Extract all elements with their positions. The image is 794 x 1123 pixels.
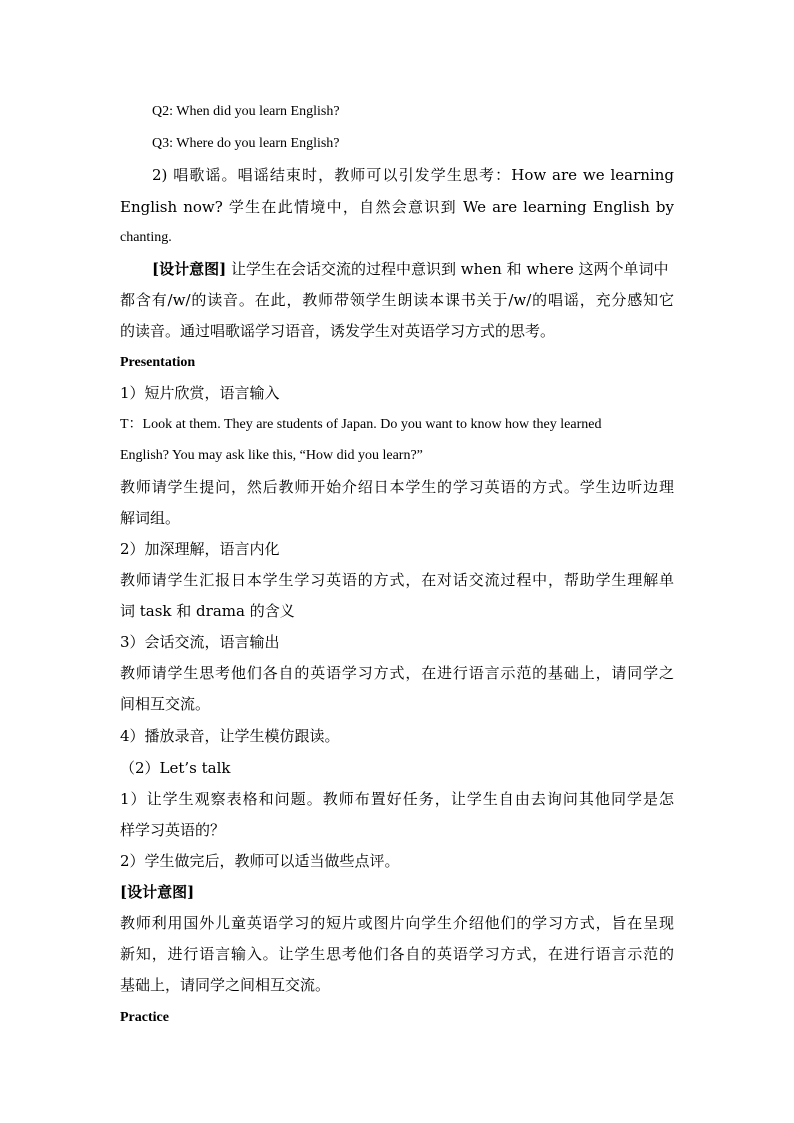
design-intent-1-line-2: 都含有/w/的读音。在此，教师带领学生朗读本课书关于/w/的唱谣，充分感知它 <box>120 291 674 309</box>
design-intent-text: 让学生在会话交流的过程中意识到 when 和 where 这两个单词中 <box>226 260 669 278</box>
lets-talk-step-1-line-1: 1）让学生观察表格和问题。教师布置好任务，让学生自由去询问其他同学是怎 <box>120 790 674 808</box>
presentation-step-3: 3）会话交流，语言输出 <box>120 633 280 651</box>
presentation-step-2: 2）加深理解，语言内化 <box>120 540 280 558</box>
design-intent-label: [设计意图] <box>152 260 227 278</box>
chant-step-line-1: 2) 唱歌谣。唱谣结束时，教师可以引发学生思考：How are we learning <box>152 166 674 184</box>
lets-talk-step-2: 2）学生做完后，教师可以适当做些点评。 <box>120 852 400 870</box>
section-heading-presentation: Presentation <box>120 355 196 370</box>
chant-step-line-2: English now? 学生在此情境中，自然会意识到 We are learning English by <box>120 198 674 216</box>
step-1-desc-line-1: 教师请学生提问，然后教师开始介绍日本学生的学习英语的方式。学生边听边理 <box>120 478 674 496</box>
design-intent-1-line-1 <box>152 259 674 279</box>
design-intent-2-line-2: 新知，进行语言输入。让学生思考他们各自的英语学习方式，在进行语言示范的 <box>120 945 674 963</box>
step-3-desc-line-1: 教师请学生思考他们各自的英语学习方式，在进行语言示范的基础上，请同学之 <box>120 664 674 682</box>
chant-step-line-3: chanting. <box>120 230 172 245</box>
teacher-line-2: English? You may ask like this, “How did you learn?” <box>120 448 423 463</box>
step-2-desc-line-2: 词 task 和 drama 的含义 <box>120 602 295 620</box>
design-intent-2-label: [设计意图] <box>120 883 195 901</box>
question-2: Q2: When did you learn English? <box>152 104 340 119</box>
presentation-step-1: 1）短片欣赏，语言输入 <box>120 384 280 402</box>
design-intent-2-line-1: 教师利用国外儿童英语学习的短片或图片向学生介绍他们的学习方式，旨在呈现 <box>120 914 674 932</box>
section-heading-practice: Practice <box>120 1010 169 1025</box>
design-intent-1-line-3: 的读音。通过唱歌谣学习语音，诱发学生对英语学习方式的思考。 <box>120 322 556 340</box>
question-3: Q3: Where do you learn English? <box>152 136 340 151</box>
teacher-line-1: T：Look at them. They are students of Japan. Do you want to know how they learned <box>120 417 602 432</box>
step-3-desc-line-2: 间相互交流。 <box>120 695 211 713</box>
lets-talk-heading: （2）Let’s talk <box>120 759 231 777</box>
presentation-step-4: 4）播放录音，让学生模仿跟读。 <box>120 727 340 745</box>
design-intent-2-line-3: 基础上，请同学之间相互交流。 <box>120 976 331 994</box>
step-1-desc-line-2: 解词组。 <box>120 509 181 527</box>
lets-talk-step-1-line-2: 样学习英语的？ <box>120 821 226 839</box>
step-2-desc-line-1: 教师请学生汇报日本学生学习英语的方式，在对话交流过程中，帮助学生理解单 <box>120 571 674 589</box>
